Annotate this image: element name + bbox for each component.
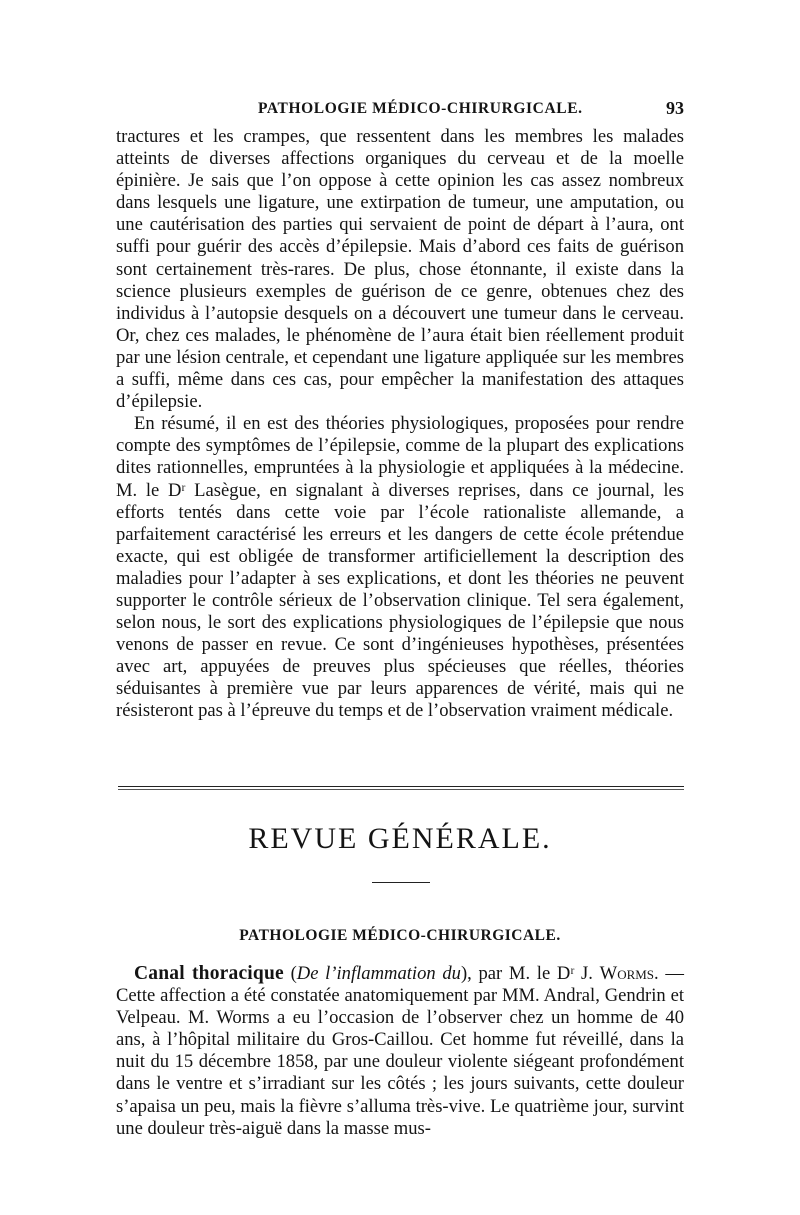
body-text [116, 126, 684, 723]
section-title: REVUE GÉNÉRALE. [248, 822, 552, 855]
page-number: 93 [666, 98, 684, 118]
section-divider [118, 786, 684, 790]
running-title: PATHOLOGIE MÉDICO-CHIRURGICALE. [258, 100, 583, 117]
article-author-period: . [654, 963, 659, 984]
article-topic-close: ), par M. le Dʳ J. [460, 963, 600, 984]
running-head [116, 100, 684, 122]
article-topic: De l’inflammation du [296, 963, 461, 984]
article-name: Canal thoracique [134, 963, 284, 984]
article-topic-open: ( [283, 963, 297, 984]
article-paragraph [116, 963, 684, 1140]
article-author: Worms [599, 963, 655, 984]
title-rule [372, 882, 430, 883]
paragraph-summary: En résumé, il en est des théories physiologiques, proposées pour rendre compte des symptômes de l’épilepsie, comme de la plupart des explications dites rationnelles, empruntées à la physiologie et appliquées à la médecine. M. le Dʳ Lasègue, en signalant à diverses reprises, dans ce journal, les efforts tentés dans cette voie par l’école rationaliste allemande, a parfaitement caractérisé les erreurs et les dangers de cette école prétendue exacte, qui est obligée de transformer artificiellement la description des maladies pour l’adapter à ses explications, et dont les théories ne peuvent supporter le contrôle sérieux de l’observation clinique. Tel sera également, selon nous, le sort des explications physiologiques de l’épilepsie que nous venons de passer en revue. Ce sont d’ingénieuses hypothèses, présentées avec art, appuyées de preuves plus spécieuses que réelles, théories séduisantes à première vue par leurs apparences de vérité, mais qui ne résisteront pas à l’épreuve du temps et de l’observation vraiment médicale. [116, 413, 684, 722]
article-body: — Cette affection a été constatée anatomiquement par MM. Andral, Gendrin et Velpeau. M. Worms a eu l’occasion de l’observer chez un homme de 40 ans, à l’hôpital militaire du Gros-Caillou. Cet homme fut réveillé, dans la nuit du 15 décembre 1858, par une douleur violente siégeant profondément dans le ventre et s’irradiant sur les côtés ; les jours suivants, cette douleur s’apaisa un peu, mais la fièvre s’alluma très-vive. Le quatrième jour, survint une douleur très-aiguë dans la masse mus- [116, 963, 684, 1139]
subsection-title: PATHOLOGIE MÉDICO-CHIRURGICALE. [239, 927, 561, 944]
article-text [116, 963, 684, 1140]
paragraph-continued: tractures et les crampes, que ressentent dans les membres les malades atteints de diverses affections organiques du cerveau et de la moelle épinière. Je sais que l’on oppose à cette opinion les cas assez nombreux dans lesquels une ligature, une extirpation de tumeur, une amputation, ou une cautérisation des parties qui servaient de point de départ à l’aura, ont suffi pour guérir des accès d’épilepsie. Mais d’abord ces faits de guérison sont certainement très-rares. De plus, chose étonnante, il existe dans la science plusieurs exemples de guérison de ce genre, obtenues chez des individus à l’autopsie desquels on a découvert une tumeur dans le cerveau. Or, chez ces malades, le phénomène de l’aura était bien réellement produit par une lésion centrale, et cependant une ligature appliquée sur les membres a suffi, même dans ces cas, pour empêcher la manifestation des attaques d’épilepsie. [116, 126, 684, 413]
